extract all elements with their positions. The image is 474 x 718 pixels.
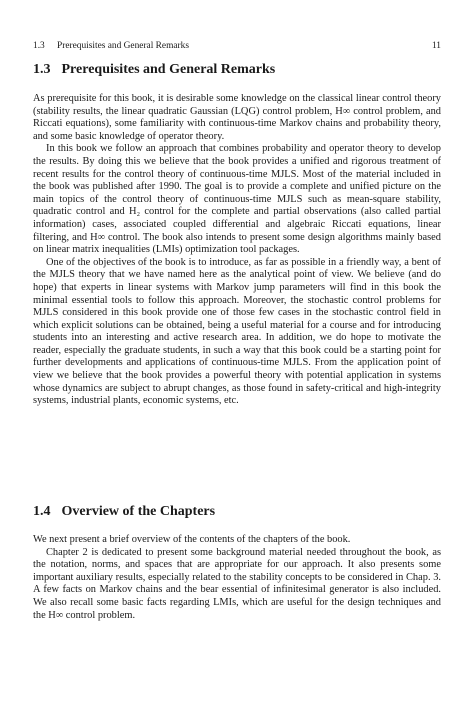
paragraph: As prerequisite for this book, it is desirable some knowledge on the classical linear control theory (stability results, the linear quadratic Gaussian (LQG) control problem, H∞ control problem, and Riccati equations), some familiarity with continuous-time Markov chains and probability theory, and some basic knowledge of operator theory. <box>33 93 441 142</box>
page-number: 11 <box>431 41 441 51</box>
section-heading-1-4 <box>33 503 441 521</box>
paragraph: In this book we follow an approach that combines probability and operator theory to develop the results. By doing this we believe that the book provides a unified and rigorous treatment of recent results for the control theory of continuous-time MJLS. Most of the material included in the book was published after 1990. The goal is to provide a complete and unified picture on the main topics of the control theory of continuous-time MJLS such as mean-square stability, quadratic control and H₂ control for the complete and partial observations (also called partial information) cases, associated coupled differential and algebraic Riccati equations, linear filtering, and H∞ control. The book also intends to present some design algorithms mainly based on linear matrix inequalities (LMIs) optimization tool packages. <box>33 143 441 256</box>
section-number: 1.4 <box>33 504 51 519</box>
section-heading-1-3 <box>33 61 441 79</box>
paragraph: One of the objectives of the book is to introduce, as far as possible in a friendly way, a bent of the MJLS theory that we have named here as the analytical point of view. We believe (and do hope) that experts in linear systems with Markov jump parameters will find in this book the minimal essential tools to follow this approach. Moreover, the stochastic control problems for MJLS considered in this book provide one of those few cases in the stochastic control field in which explicit solutions can be obtained, being a useful material for a course and for introducing students into an interesting and active research area. In addition, we do hope to motivate the reader, especially the graduate students, in such a way that this book could be a starting point for further developments and applications of continuous-time MJLS. From the application point of view we believe that the book provides a powerful theory with potential application in systems whose dynamics are subject to abrupt changes, as those found in safety-critical and high-integrity systems, industrial plants, economic systems, etc. <box>33 256 441 407</box>
section-number: 1.3 <box>33 62 51 77</box>
section-title: Overview of the Chapters <box>61 504 216 519</box>
running-head-section-number: 1.3 <box>33 41 45 51</box>
section-body-1-4 <box>33 534 441 622</box>
section-title: Prerequisites and General Remarks <box>61 62 276 77</box>
paragraph: Chapter 2 is dedicated to present some background material needed throughout the book, as the notation, norms, and spaces that are appropriate for our approach. It also presents some important auxiliary results, especially related to the stability concepts to be considered in Chap. 3. A few facts on Markov chains and the bear essential of infinitesimal generator is also included. We also recall some basic facts regarding LMIs, which are useful for the design techniques and the H∞ control problem. <box>33 546 441 621</box>
paragraph: We next present a brief overview of the contents of the chapters of the book. <box>33 534 351 545</box>
running-head-title: Prerequisites and General Remarks <box>57 41 189 51</box>
section-body-1-3 <box>33 93 441 408</box>
